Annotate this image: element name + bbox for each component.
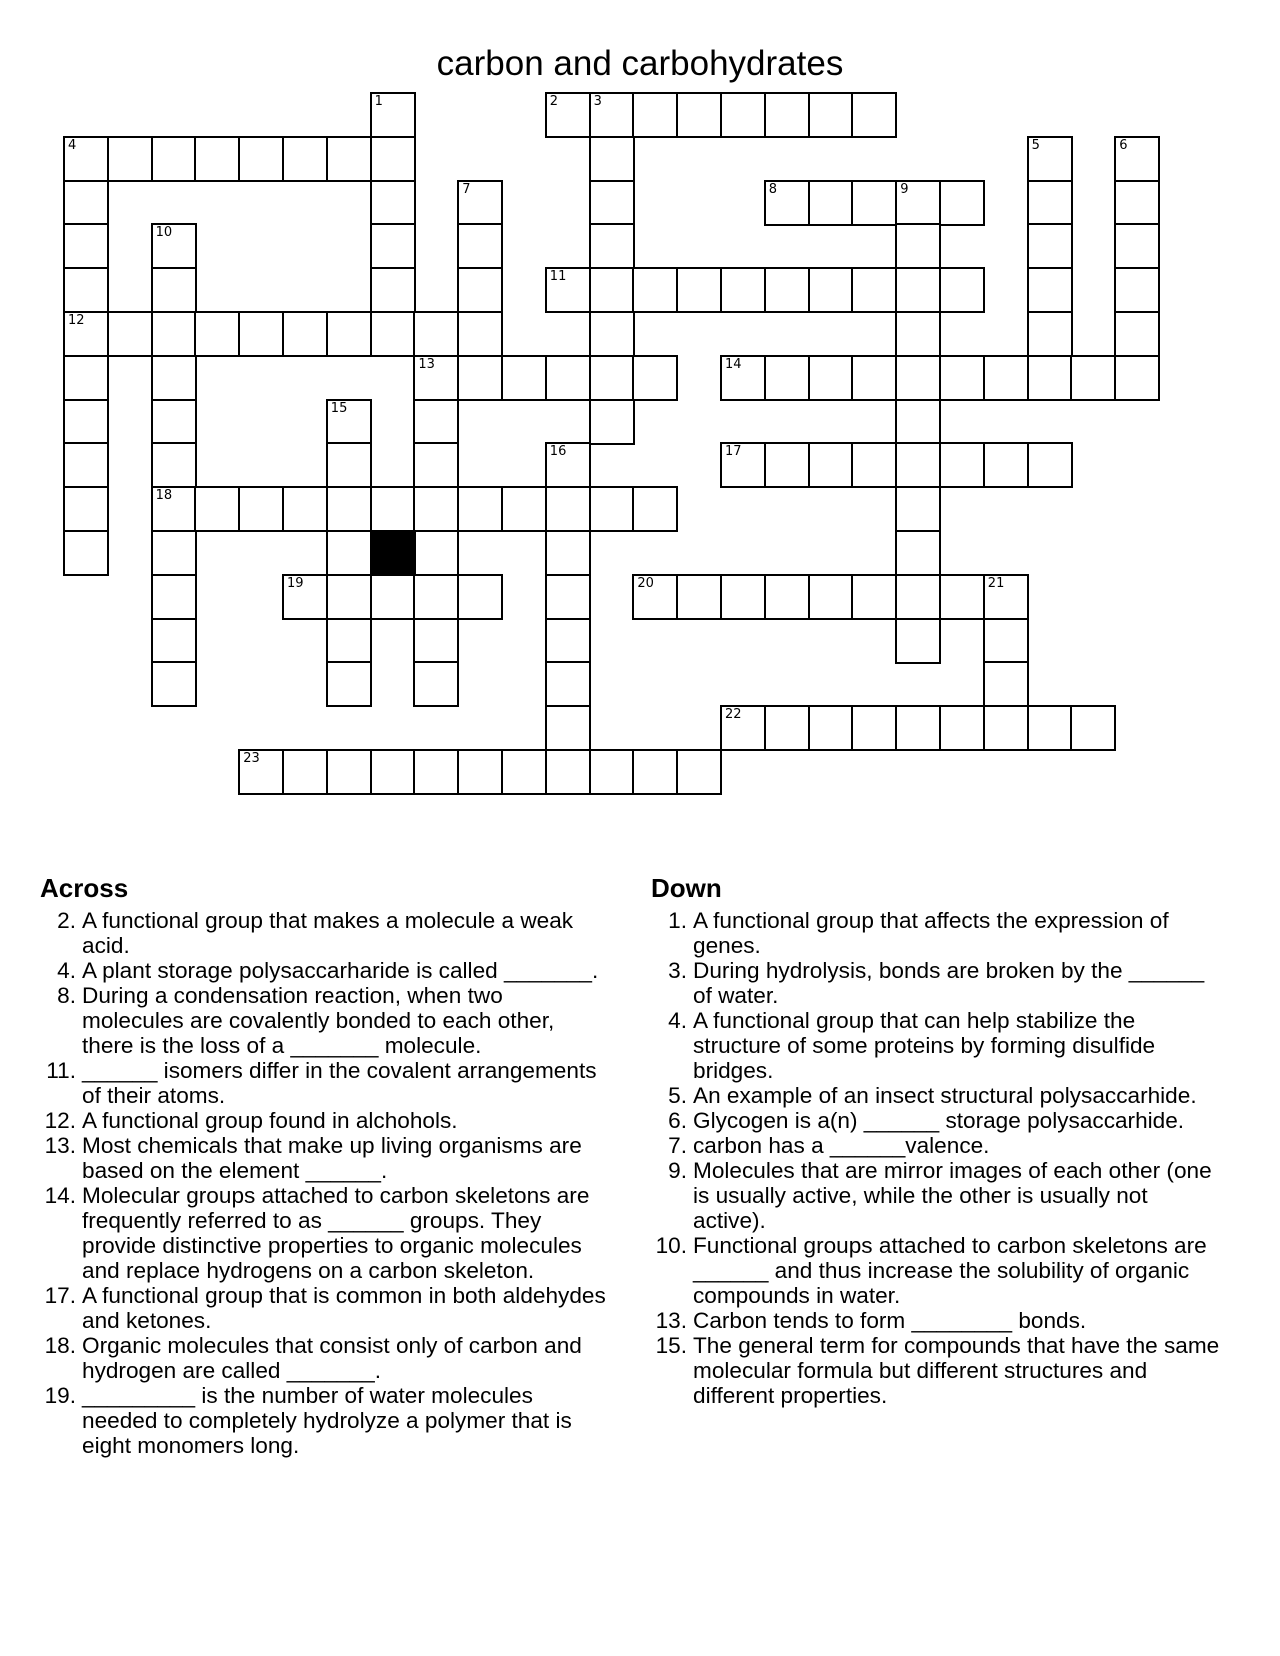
grid-cell[interactable] <box>939 574 985 620</box>
grid-cell[interactable] <box>326 311 372 357</box>
across-clue <box>40 1333 610 1383</box>
grid-cell[interactable] <box>413 618 459 664</box>
grid-cell[interactable] <box>151 530 197 576</box>
grid-cell[interactable] <box>589 267 635 313</box>
grid-cell[interactable] <box>808 355 854 401</box>
clue-text: During a condensation reaction, when two molecules are covalently bonded to each other, there is the loss of a _______ molecule. <box>82 983 555 1058</box>
down-clue <box>651 1233 1221 1308</box>
grid-cell[interactable] <box>808 442 854 488</box>
down-clue <box>651 1133 1221 1158</box>
clue-number: 7. <box>668 1133 687 1158</box>
clue-text: A functional group that is common in both aldehydes and ketones. <box>82 1283 606 1333</box>
down-clue-list <box>651 908 1221 1408</box>
clue-number: 5 <box>1031 137 1040 153</box>
grid-cell[interactable] <box>1070 705 1116 751</box>
down-clue <box>651 1333 1221 1408</box>
grid-cell[interactable] <box>808 267 854 313</box>
grid-cell[interactable] <box>282 136 328 182</box>
grid-cell[interactable] <box>370 486 416 532</box>
grid-cell[interactable] <box>151 442 197 488</box>
clue-text: ______ isomers differ in the covalent arrangements of their atoms. <box>82 1058 597 1108</box>
grid-cell[interactable] <box>589 180 635 226</box>
grid-cell[interactable] <box>63 486 109 532</box>
grid-cell[interactable] <box>939 267 985 313</box>
down-clue <box>651 1083 1221 1108</box>
grid-cell[interactable] <box>370 267 416 313</box>
grid-cell[interactable] <box>1114 180 1160 226</box>
grid-cell[interactable] <box>589 355 635 401</box>
clue-text: A functional group that makes a molecule a weak acid. <box>82 908 574 958</box>
grid-cell[interactable] <box>63 442 109 488</box>
clue-text: _________ is the number of water molecules needed to completely hydrolyze a polymer that is eight monomers long. <box>82 1383 572 1458</box>
clue-text: Most chemicals that make up living organisms are based on the element ______. <box>82 1133 582 1183</box>
clue-text: A functional group that can help stabilize the structure of some proteins by forming disulfide bridges. <box>693 1008 1156 1083</box>
grid-cell[interactable] <box>63 530 109 576</box>
grid-cell[interactable] <box>151 355 197 401</box>
clue-text: A functional group that affects the expression of genes. <box>693 908 1169 958</box>
down-heading: Down <box>651 873 722 903</box>
grid-cell[interactable] <box>413 311 459 357</box>
clue-number: 5. <box>668 1083 687 1108</box>
grid-cell[interactable] <box>632 749 678 795</box>
clue-number: 15 <box>330 400 348 416</box>
across-clues <box>40 872 610 1458</box>
grid-cell[interactable] <box>326 399 372 445</box>
grid-cell[interactable] <box>895 618 941 664</box>
grid-cell[interactable] <box>326 661 372 707</box>
grid-cell[interactable] <box>238 749 284 795</box>
grid-cell[interactable] <box>151 136 197 182</box>
grid-cell[interactable] <box>895 442 941 488</box>
across-heading: Across <box>40 873 129 903</box>
grid-cell[interactable] <box>851 267 897 313</box>
grid-cell[interactable] <box>326 530 372 576</box>
grid-cell[interactable] <box>895 486 941 532</box>
grid-cell[interactable] <box>895 399 941 445</box>
clue-number: 20 <box>637 575 654 591</box>
grid-cell[interactable] <box>63 267 109 313</box>
grid-cell[interactable] <box>326 618 372 664</box>
grid-cell[interactable] <box>851 574 897 620</box>
across-clue <box>40 1283 610 1333</box>
clue-number: 9. <box>668 1158 687 1183</box>
grid-cell[interactable] <box>326 442 372 488</box>
clue-text: Glycogen is a(n) ______ storage polysaccarhide. <box>693 1108 1185 1133</box>
grid-cell[interactable] <box>632 267 678 313</box>
clue-number: 3. <box>668 958 687 983</box>
grid-cell[interactable] <box>983 355 1029 401</box>
grid-cell[interactable] <box>939 442 985 488</box>
grid-cell[interactable] <box>370 749 416 795</box>
grid-cell[interactable] <box>895 705 941 751</box>
clue-number: 7 <box>462 181 471 197</box>
clue-number: 10. <box>655 1233 687 1258</box>
grid-cell[interactable] <box>895 530 941 576</box>
grid-cell[interactable] <box>851 92 897 138</box>
grid-cell[interactable] <box>851 180 897 226</box>
clue-number: 14 <box>725 356 742 372</box>
clue-text: Molecules that are mirror images of each other (one is usually active, while the other is usually not active). <box>693 1158 1212 1233</box>
grid-cell[interactable] <box>370 223 416 269</box>
across-clue <box>40 1133 610 1183</box>
grid-cell[interactable] <box>457 574 503 620</box>
clue-text: During hydrolysis, bonds are broken by the ______ of water. <box>693 958 1205 1008</box>
clue-number: 18 <box>155 488 173 504</box>
grid-cell[interactable] <box>589 486 635 532</box>
grid-cell[interactable] <box>676 574 722 620</box>
grid-cell[interactable] <box>370 92 416 138</box>
grid-cell[interactable] <box>983 574 1029 620</box>
grid-cell[interactable] <box>720 267 766 313</box>
grid-cell[interactable] <box>63 355 109 401</box>
grid-cell[interactable] <box>589 136 635 182</box>
grid-cell[interactable] <box>545 442 591 488</box>
grid-cell[interactable] <box>238 311 284 357</box>
grid-cell[interactable] <box>1114 311 1160 357</box>
grid-cell[interactable] <box>545 705 591 751</box>
across-clue <box>40 1058 610 1108</box>
clue-number: 10 <box>155 225 173 241</box>
grid-cell[interactable] <box>676 267 722 313</box>
grid-cell[interactable] <box>545 530 591 576</box>
grid-cell[interactable] <box>851 705 897 751</box>
grid-cell[interactable] <box>1027 705 1073 751</box>
grid-cell[interactable] <box>1027 267 1073 313</box>
grid-cell[interactable] <box>939 355 985 401</box>
grid-cell[interactable] <box>676 749 722 795</box>
grid-cell[interactable] <box>983 661 1029 707</box>
grid-cell[interactable] <box>501 355 547 401</box>
grid-cell[interactable] <box>1027 311 1073 357</box>
grid-cell[interactable] <box>764 355 810 401</box>
grid-cell[interactable] <box>808 180 854 226</box>
clue-number: 21 <box>987 575 1005 591</box>
clue-text: Molecular groups attached to carbon skeletons are frequently referred to as ______ groups. They provide distinctive properties to organic molecules and replace hydrogens on a carbon skeleton. <box>82 1183 590 1283</box>
grid-cell[interactable] <box>895 311 941 357</box>
grid-cell[interactable] <box>764 92 810 138</box>
grid-cell[interactable] <box>151 574 197 620</box>
grid-cell[interactable] <box>326 749 372 795</box>
grid-cell[interactable] <box>851 442 897 488</box>
grid-cell[interactable] <box>764 180 810 226</box>
grid-cell[interactable] <box>545 574 591 620</box>
clue-number: 22 <box>725 707 742 723</box>
grid-cell[interactable] <box>764 574 810 620</box>
grid-cell[interactable] <box>107 136 153 182</box>
grid-cell[interactable] <box>457 267 503 313</box>
grid-cell[interactable] <box>1027 442 1073 488</box>
grid-cell[interactable] <box>545 267 591 313</box>
grid-cell[interactable] <box>589 399 635 445</box>
grid-cell[interactable] <box>370 311 416 357</box>
grid-cell[interactable] <box>326 486 372 532</box>
clue-number: 15. <box>655 1333 687 1358</box>
clue-number: 12. <box>44 1108 76 1133</box>
grid-cell[interactable] <box>808 574 854 620</box>
grid-cell[interactable] <box>457 355 503 401</box>
grid-cell[interactable] <box>545 749 591 795</box>
grid-cell[interactable] <box>63 136 109 182</box>
grid-cell[interactable] <box>457 223 503 269</box>
clue-number: 9 <box>900 181 909 197</box>
grid-cell[interactable] <box>589 749 635 795</box>
grid-cell[interactable] <box>632 355 678 401</box>
clue-number: 17. <box>44 1283 76 1308</box>
grid-cell[interactable] <box>589 92 635 138</box>
grid-cell[interactable] <box>983 705 1029 751</box>
grid-cell[interactable] <box>370 574 416 620</box>
grid-cell[interactable] <box>501 749 547 795</box>
grid-cell[interactable] <box>589 223 635 269</box>
grid-cell[interactable] <box>413 661 459 707</box>
clue-number: 13 <box>418 356 435 372</box>
grid-cell[interactable] <box>63 399 109 445</box>
clue-number: 16 <box>549 444 567 460</box>
grid-cell[interactable] <box>457 749 503 795</box>
grid-cell[interactable] <box>151 399 197 445</box>
grid-cell[interactable] <box>282 574 328 620</box>
grid-cell[interactable] <box>63 223 109 269</box>
grid-block <box>370 530 416 576</box>
grid-cell[interactable] <box>1114 136 1160 182</box>
grid-cell[interactable] <box>808 705 854 751</box>
grid-cell[interactable] <box>370 136 416 182</box>
grid-cell[interactable] <box>983 618 1029 664</box>
clue-text: An example of an insect structural polysaccarhide. <box>693 1083 1197 1108</box>
down-clue <box>651 1158 1221 1233</box>
grid-cell[interactable] <box>764 267 810 313</box>
grid-cell[interactable] <box>63 311 109 357</box>
grid-cell[interactable] <box>282 311 328 357</box>
clue-number: 23 <box>243 751 260 766</box>
grid-cell[interactable] <box>632 574 678 620</box>
grid-cell[interactable] <box>983 442 1029 488</box>
grid-cell[interactable] <box>370 180 416 226</box>
grid-cell[interactable] <box>720 92 766 138</box>
grid-cell[interactable] <box>413 574 459 620</box>
clue-number: 19 <box>287 575 304 591</box>
clue-number: 2 <box>549 94 559 109</box>
grid-cell[interactable] <box>1114 223 1160 269</box>
clue-number: 11. <box>46 1058 76 1083</box>
grid-cell[interactable] <box>194 136 240 182</box>
grid-cell[interactable] <box>1114 267 1160 313</box>
clue-number: 11 <box>549 269 567 285</box>
across-clue <box>40 908 610 958</box>
clue-number: 17 <box>725 444 742 460</box>
grid-cell[interactable] <box>764 705 810 751</box>
across-clue <box>40 1183 610 1283</box>
page-title: carbon and carbohydrates <box>436 44 844 83</box>
grid-cell[interactable] <box>413 355 459 401</box>
grid-cell[interactable] <box>151 267 197 313</box>
grid-cell[interactable] <box>238 486 284 532</box>
clue-number: 6. <box>668 1108 687 1133</box>
grid-cell[interactable] <box>151 223 197 269</box>
grid-cell[interactable] <box>764 442 810 488</box>
grid-cell[interactable] <box>720 442 766 488</box>
clue-text: A plant storage polysaccarharide is called _______. <box>82 958 599 983</box>
grid-cell[interactable] <box>457 486 503 532</box>
grid-cell[interactable] <box>151 661 197 707</box>
grid-cell[interactable] <box>107 311 153 357</box>
across-clue <box>40 958 610 983</box>
grid-cell[interactable] <box>457 311 503 357</box>
grid-cell[interactable] <box>545 661 591 707</box>
clue-number: 8. <box>57 983 76 1008</box>
grid-cell[interactable] <box>413 749 459 795</box>
clue-text: The general term for compounds that have the same molecular formula but different structures and different properties. <box>693 1333 1220 1408</box>
down-clue <box>651 1108 1221 1133</box>
grid-cell[interactable] <box>939 180 985 226</box>
grid-cell[interactable] <box>413 486 459 532</box>
grid-cell[interactable] <box>413 442 459 488</box>
down-clue <box>651 908 1221 958</box>
clue-number: 1 <box>374 94 383 109</box>
grid-cell[interactable] <box>939 705 985 751</box>
grid-cell[interactable] <box>151 618 197 664</box>
clue-number: 13. <box>44 1133 76 1158</box>
clue-text: A functional group found in alchohols. <box>82 1108 458 1133</box>
grid-cell[interactable] <box>1027 355 1073 401</box>
clue-number: 1. <box>668 908 687 933</box>
grid-cell[interactable] <box>545 355 591 401</box>
grid-cell[interactable] <box>1027 180 1073 226</box>
grid-cell[interactable] <box>895 574 941 620</box>
grid-cell[interactable] <box>676 92 722 138</box>
grid-cell[interactable] <box>282 486 328 532</box>
grid-cell[interactable] <box>545 92 591 138</box>
grid-cell[interactable] <box>413 399 459 445</box>
grid-cell[interactable] <box>895 267 941 313</box>
grid-cell[interactable] <box>1027 223 1073 269</box>
grid-cell[interactable] <box>1114 355 1160 401</box>
across-clue-list <box>40 908 610 1458</box>
grid-cell[interactable] <box>895 355 941 401</box>
down-clue <box>651 1308 1221 1333</box>
grid-cell[interactable] <box>151 486 197 532</box>
clue-text: Organic molecules that consist only of carbon and hydrogen are called _______. <box>82 1333 582 1383</box>
clue-number: 14. <box>44 1183 76 1208</box>
clue-number: 18. <box>44 1333 76 1358</box>
down-clue <box>651 958 1221 1008</box>
grid-cell[interactable] <box>545 486 591 532</box>
across-clue <box>40 983 610 1058</box>
grid-cell[interactable] <box>808 92 854 138</box>
clue-number: 12 <box>68 313 85 328</box>
grid-cell[interactable] <box>501 486 547 532</box>
grid-cell[interactable] <box>282 749 328 795</box>
grid-cell[interactable] <box>326 574 372 620</box>
grid-cell[interactable] <box>720 574 766 620</box>
grid-cell[interactable] <box>632 92 678 138</box>
grid-cell[interactable] <box>326 136 372 182</box>
grid-cell[interactable] <box>63 180 109 226</box>
down-clue <box>651 1008 1221 1083</box>
grid-cell[interactable] <box>720 705 766 751</box>
clue-text: carbon has a ______valence. <box>693 1133 990 1158</box>
clue-number: 8 <box>768 181 778 197</box>
across-clue <box>40 1383 610 1458</box>
grid-cell[interactable] <box>194 486 240 532</box>
grid-cell[interactable] <box>632 486 678 532</box>
clue-number: 19. <box>44 1383 76 1408</box>
grid-cell[interactable] <box>851 355 897 401</box>
grid-cell[interactable] <box>895 223 941 269</box>
grid-cell[interactable] <box>545 618 591 664</box>
grid-cell[interactable] <box>151 311 197 357</box>
grid-cell[interactable] <box>720 355 766 401</box>
clue-number: 13. <box>655 1308 687 1333</box>
grid-cell[interactable] <box>895 180 941 226</box>
clue-text: Functional groups attached to carbon skeletons are ______ and thus increase the solubility of organic compounds in water. <box>693 1233 1207 1308</box>
clue-number: 4 <box>68 137 77 153</box>
clue-number: 4. <box>668 1008 687 1033</box>
grid-cell[interactable] <box>238 136 284 182</box>
clue-number: 3 <box>593 94 602 109</box>
grid-cell[interactable] <box>589 311 635 357</box>
clue-number: 6 <box>1119 137 1128 153</box>
grid-cell[interactable] <box>194 311 240 357</box>
grid-cell[interactable] <box>1027 136 1073 182</box>
grid-cell[interactable] <box>413 530 459 576</box>
clue-text: Carbon tends to form ________ bonds. <box>693 1308 1087 1333</box>
grid-cell[interactable] <box>457 180 503 226</box>
clue-number: 4. <box>57 958 76 983</box>
clue-number: 2. <box>57 908 76 933</box>
across-clue <box>40 1108 610 1133</box>
grid-cell[interactable] <box>1070 355 1116 401</box>
down-clues <box>651 872 1221 1408</box>
